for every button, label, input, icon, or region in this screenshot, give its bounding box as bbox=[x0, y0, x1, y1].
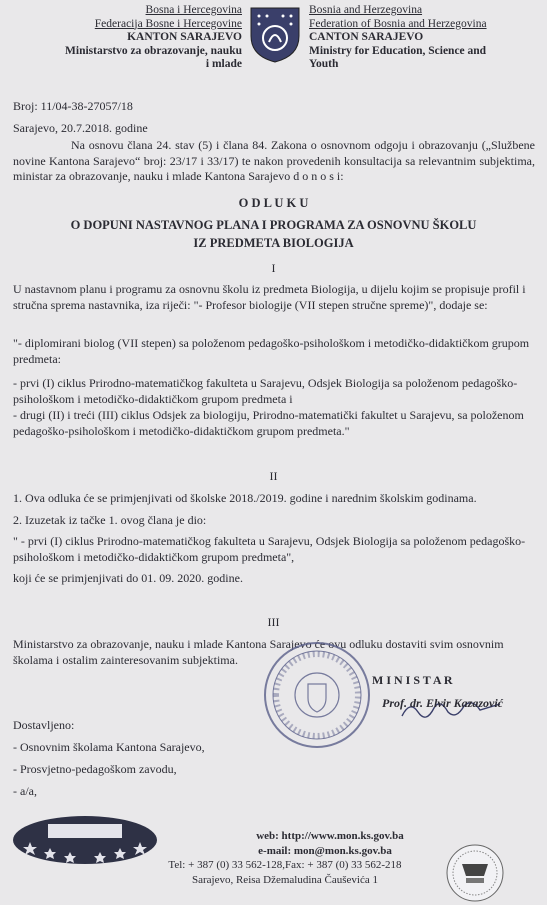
section-1-paragraph-3: - prvi (I) ciklus Prirodno-matematičkog fakulteta u Sarajevu, Odsjek Biologija sa položenom pedagoško-psihološkom i metodičko-didaktičkom grupom predmeta i bbox=[13, 376, 518, 406]
section-1-paragraph-2: "- diplomirani biolog (VII stepen) sa položenom pedagoško-psihološkom i metodičko-didaktičkom grupom predmeta: bbox=[13, 336, 530, 366]
section-1-paragraph-1: U nastavnom planu i programu za osnovnu školu iz predmeta Biologija, u dijelu kojim se propisuje profil i stručna sprema nastavnika, iza riječi: "- Profesor biologije (VII stepen stručne spreme)", dodaje se: bbox=[13, 282, 526, 312]
footer-email: e-mail: mon@mon.ks.gov.ba bbox=[258, 844, 392, 857]
section-3-paragraph-1: Ministarstvo za obrazovanje, nauku i mlade Kantona Sarajevo će ovu odluku dostaviti svim osnovnim školama i ostalim zainteresovanim subjektima. bbox=[13, 637, 504, 667]
delivery-item-2: - Prosvjetno-pedagoškom zavodu, bbox=[13, 762, 177, 776]
header-left-line-4: Ministarstvo za obrazovanje, nauku bbox=[65, 44, 242, 57]
footer-tel: Tel: + 387 (0) 33 562-128,Fax: + 387 (0) 33 562-218 bbox=[168, 859, 402, 871]
header-right-line-4: Ministry for Education, Science and bbox=[309, 44, 487, 57]
section-2-paragraph-4: koji će se primjenjivati do 01. 09. 2020. godine. bbox=[13, 571, 243, 585]
coat-of-arms-icon bbox=[247, 4, 303, 64]
section-1-number: I bbox=[271, 261, 276, 275]
footer-contact bbox=[140, 829, 430, 887]
header-left bbox=[2, 4, 242, 72]
section-1-paragraph-4: - drugi (II) i treći (III) ciklus Odsjek za biologiju, Prirodno-matematički fakultet u Sarajevu, sa položenom pedagoško-psihološkom i metodičko-didaktičkom grupom predmeta." bbox=[13, 408, 524, 438]
minister-title: M I N I S T A R bbox=[372, 673, 453, 687]
reference-date: Sarajevo, 20.7.2018. godine bbox=[13, 121, 148, 135]
minister-name: Prof. dr. Elvir Kazazović bbox=[382, 696, 504, 710]
preamble: Na osnovu člana 24. stav (5) i člana 84. Zakona o osnovnom odgoju i obrazovanju („Službene novine Kantona Sarajevo“ broj: 23/17 i 33/17) te nakon provedenih konsultacija sa relevantnim subjektima, ministar za obrazovanje, nauku i mlade Kantona Sarajevo d o n o s i: bbox=[13, 138, 535, 183]
section-3-number: III bbox=[267, 615, 280, 629]
header-left-line-2: Federacija Bosne i Hercegovine bbox=[94, 17, 242, 30]
section-2-paragraph-3: " - prvi (I) ciklus Prirodno-matematičkog fakulteta u Sarajevu, Odsjek Biologija sa položenom pedagoško-psihološkom i metodičko-didaktičkom grupom predmeta", bbox=[13, 534, 526, 564]
section-2-paragraph-2: 2. Izuzetak iz tačke 1. ovog člana je dio: bbox=[13, 513, 207, 527]
header-right-line-2: Federation of Bosnia and Herzegovina bbox=[309, 17, 487, 30]
header-left-line-5: i mlade bbox=[205, 58, 242, 70]
header-left-line-3: KANTON SARAJEVO bbox=[127, 31, 242, 43]
title-line-1: O DOPUNI NASTAVNOG PLANA I PROGRAMA ZA OSNOVNU ŠKOLU bbox=[70, 218, 477, 232]
footer-web: web: http://www.mon.ks.gov.ba bbox=[256, 830, 404, 842]
footer-address: Sarajevo, Reisa Džemaludina Čauševića 1 bbox=[191, 873, 379, 886]
header-right-line-5: Youth bbox=[309, 58, 339, 70]
header-left-line-1: Bosna i Hercegovina bbox=[145, 4, 242, 16]
section-2-number: II bbox=[269, 469, 278, 483]
header-right-line-3: CANTON SARAJEVO bbox=[309, 31, 424, 43]
official-stamp-icon bbox=[262, 640, 372, 750]
canton-award-badge-icon bbox=[10, 812, 160, 867]
title-odluku: O D L U K U bbox=[238, 196, 309, 210]
header-right bbox=[309, 4, 544, 72]
section-2-paragraph-1: 1. Ova odluka će se primjenjivati od školske 2018./2019. godine i narednim školskim godinama. bbox=[13, 491, 477, 505]
delivery-label: Dostavljeno: bbox=[13, 718, 75, 732]
delivery-item-3: - a/a, bbox=[13, 784, 37, 798]
title-line-2: IZ PREDMETA BIOLOGIJA bbox=[193, 236, 354, 250]
reference-number: Broj: 11/04-38-27057/18 bbox=[13, 99, 133, 113]
delivery-item-1: - Osnovnim školama Kantona Sarajevo, bbox=[13, 740, 205, 754]
header-right-line-1: Bosnia and Herzegovina bbox=[309, 4, 423, 16]
certification-badge-icon bbox=[440, 842, 510, 904]
